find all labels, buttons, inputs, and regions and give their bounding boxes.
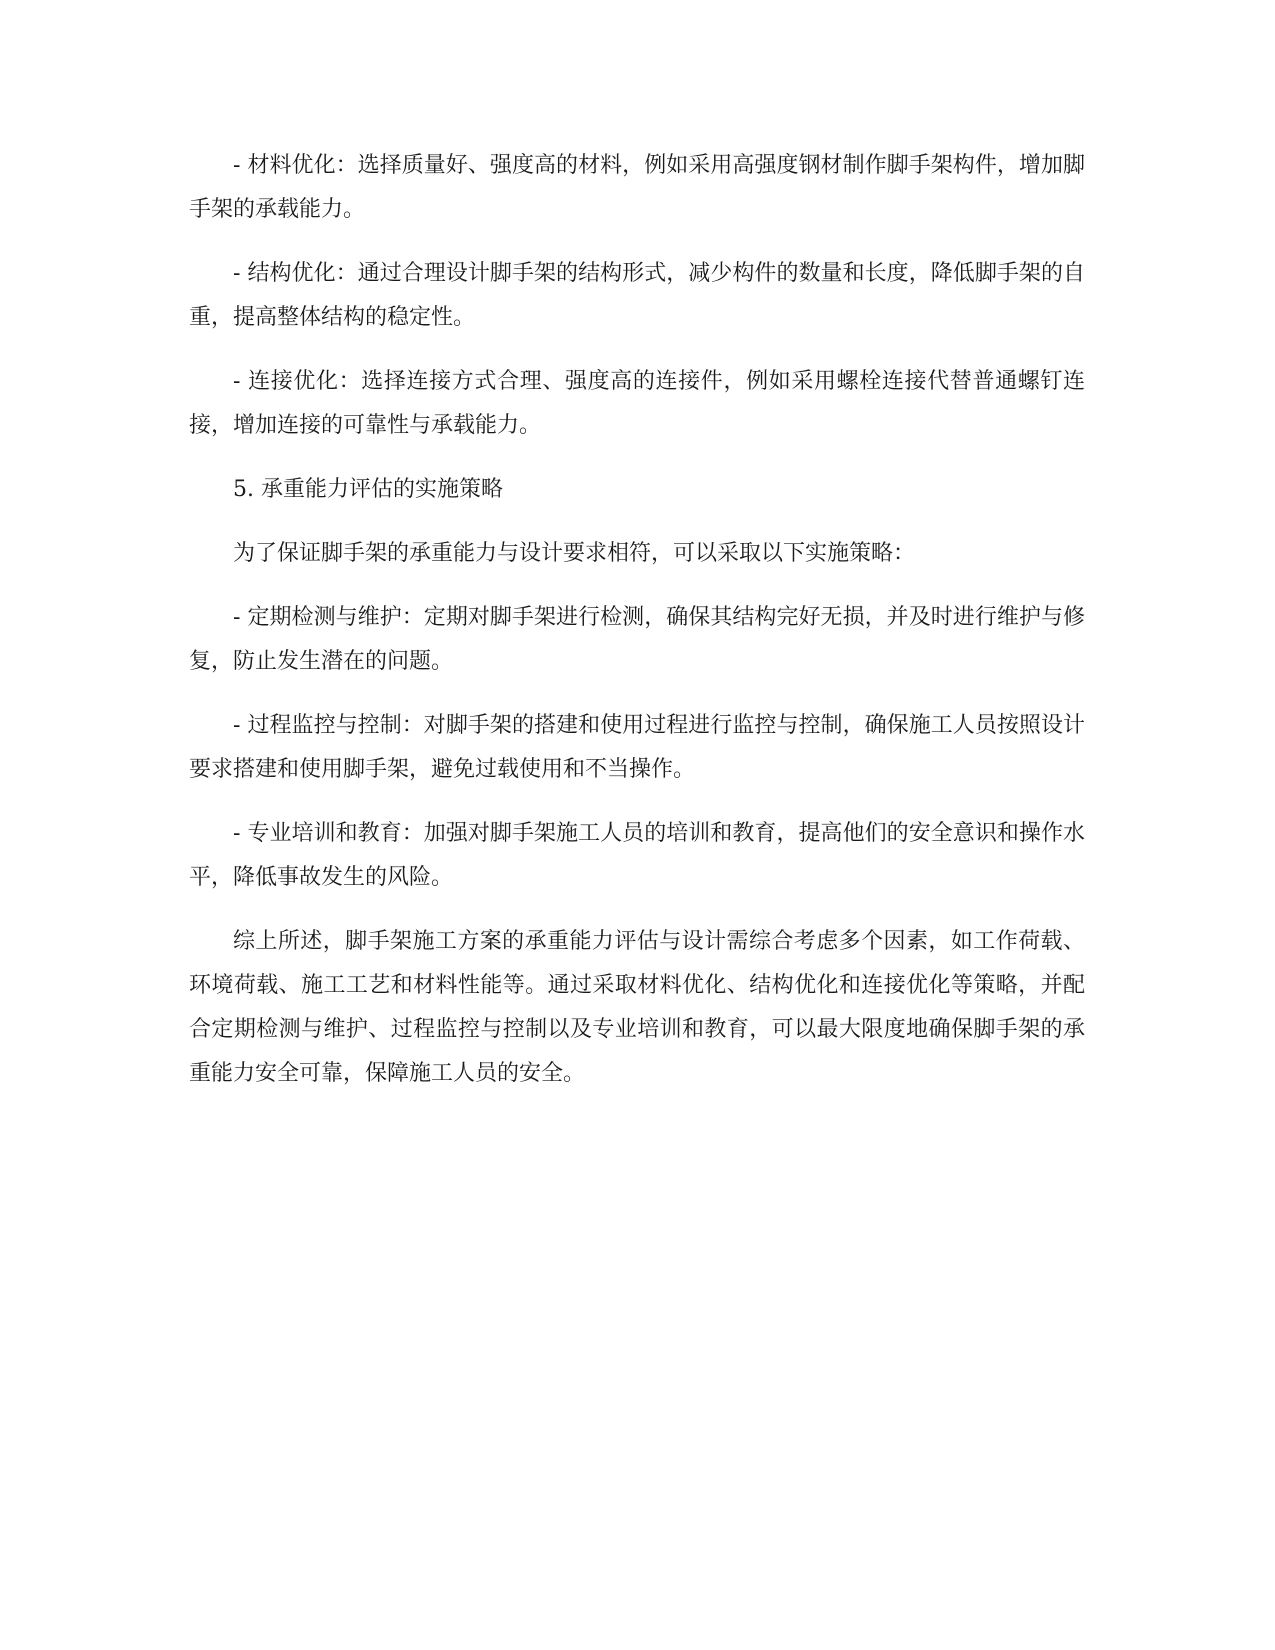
paragraph-structure-optimization: - 结构优化：通过合理设计脚手架的结构形式，减少构件的数量和长度，降低脚手架的自重，提高整体结构的稳定性。 (189, 261, 1085, 330)
list-item-training: - 专业培训和教育：加强对脚手架施工人员的培训和教育，提高他们的安全意识和操作水平，降低事故发生的风险。 (189, 821, 1085, 890)
document-page (189, 144, 1085, 1116)
section-intro: 为了保证脚手架的承重能力与设计要求相符，可以采取以下实施策略： (233, 541, 916, 566)
conclusion-paragraph: 综上所述，脚手架施工方案的承重能力评估与设计需综合考虑多个因素，如工作荷载、环境荷载、施工工艺和材料性能等。通过采取材料优化、结构优化和连接优化等策略，并配合定期检测与维护、过程监控与控制以及专业培训和教育，可以最大限度地确保脚手架的承重能力安全可靠，保障施工人员的安全。 (189, 929, 1085, 1086)
section-heading: 5. 承重能力评估的实施策略 (233, 477, 503, 502)
list-item-process-monitoring: - 过程监控与控制：对脚手架的搭建和使用过程进行监控与控制，确保施工人员按照设计要求搭建和使用脚手架，避免过载使用和不当操作。 (189, 713, 1085, 782)
list-item-inspection: - 定期检测与维护：定期对脚手架进行检测，确保其结构完好无损，并及时进行维护与修复，防止发生潜在的问题。 (189, 605, 1085, 674)
paragraph-connection-optimization: - 连接优化：选择连接方式合理、强度高的连接件，例如采用螺栓连接代替普通螺钉连接，增加连接的可靠性与承载能力。 (189, 369, 1085, 438)
paragraph-material-optimization: - 材料优化：选择质量好、强度高的材料，例如采用高强度钢材制作脚手架构件，增加脚手架的承载能力。 (189, 153, 1085, 222)
